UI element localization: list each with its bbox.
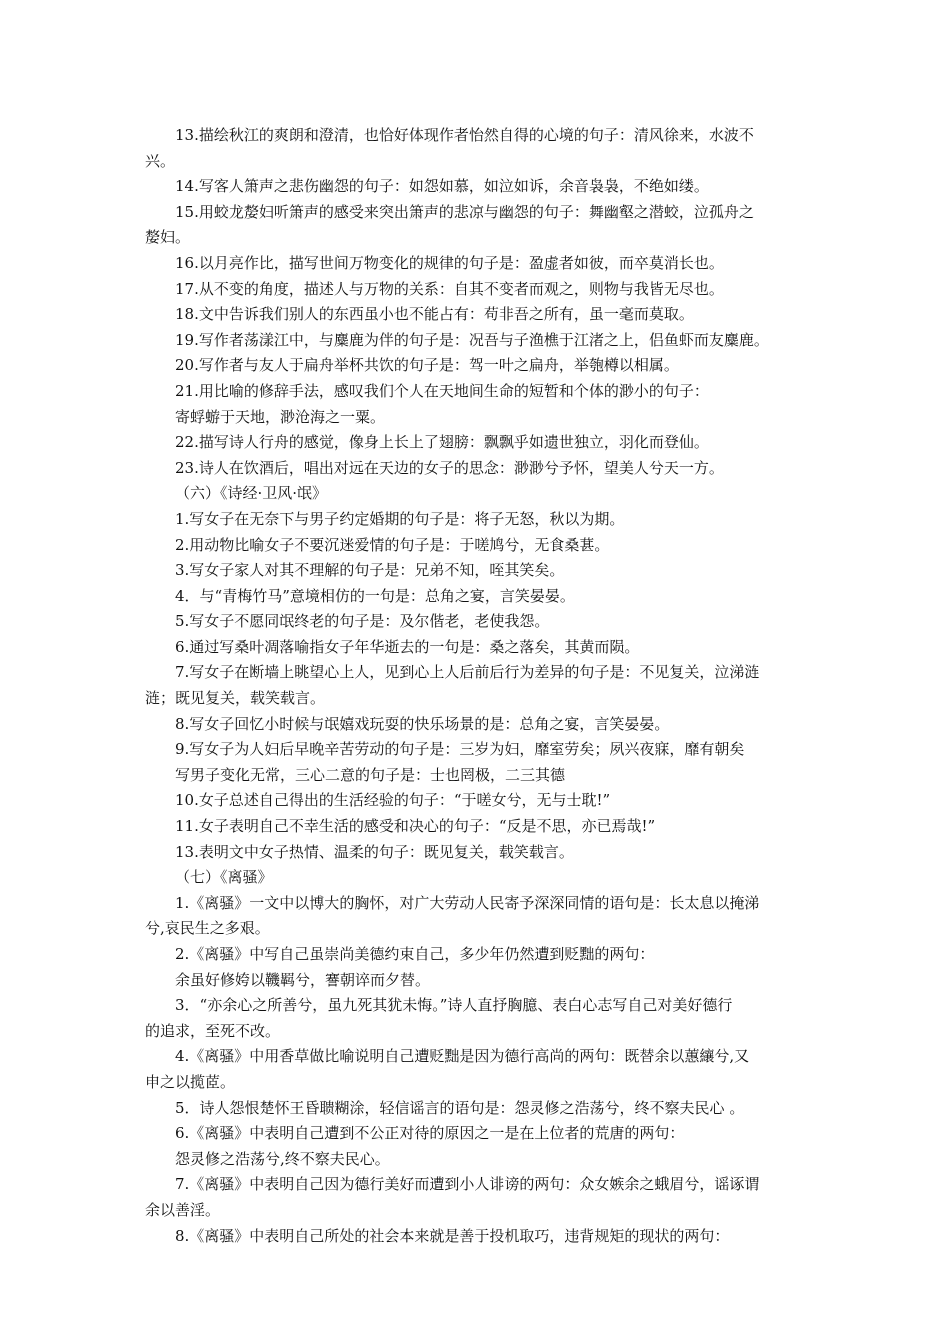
text-line: 写男子变化无常，三心二意的句子是：士也罔极，二三其德 bbox=[175, 765, 566, 784]
text-line: 7.写女子在断墙上眺望心上人，见到心上人后前后行为差异的句子是：不见复关，泣涕涟 bbox=[175, 663, 760, 682]
text-line: 6.通过写桑叶凋落喻指女子年华逝去的一句是：桑之落矣，其黄而陨。 bbox=[175, 637, 640, 656]
text-line: 13.表明文中女子热情、温柔的句子：既见复关，载笑载言。 bbox=[175, 842, 574, 861]
text-line: 2.《离骚》中写自己虽崇尚美德约束自己，多少年仍然遭到贬黜的两句： bbox=[175, 945, 655, 963]
text-line: 余虽好修姱以鞿羁兮，謇朝谇而夕替。 bbox=[175, 970, 431, 989]
document-body bbox=[145, 123, 810, 1249]
text-line: 8.《离骚》中表明自己所处的社会本来就是善于投机取巧，违背规矩的现状的两句： bbox=[175, 1226, 730, 1245]
text-line: 4．与“青梅竹马”意境相仿的一句是：总角之宴，言笑晏晏。 bbox=[175, 586, 575, 605]
text-line: 20.写作者与友人于扁舟举杯共饮的句子是：驾一叶之扁舟，举匏樽以相属。 bbox=[175, 356, 679, 375]
text-line: 申之以揽茝。 bbox=[145, 1072, 236, 1091]
text-line: 13.描绘秋江的爽朗和澄清，也恰好体现作者怡然自得的心境的句子：清风徐来，水波不 bbox=[175, 126, 754, 144]
text-line: 5.写女子不愿同氓终老的句子是：及尔偕老，老使我怨。 bbox=[175, 612, 550, 631]
text-line: 3．“亦余心之所善兮，虽九死其犹未悔。”诗人直抒胸臆、表白心志写自己对美好德行 bbox=[175, 996, 733, 1015]
text-line: 22.描写诗人行舟的感觉，像身上长上了翅膀：飘飘乎如遗世独立，羽化而登仙。 bbox=[175, 433, 709, 452]
text-line: 23.诗人在饮酒后，唱出对远在天边的女子的思念：渺渺兮予怀，望美人兮天一方。 bbox=[175, 458, 724, 477]
text-line: 余以善淫。 bbox=[145, 1200, 221, 1219]
text-line: 5．诗人怨恨楚怀王昏聩糊涂，轻信谣言的语句是：怨灵修之浩荡兮，终不察夫民心 。 bbox=[175, 1098, 745, 1117]
text-line: （七）《离骚》 bbox=[175, 868, 273, 887]
text-line: 14.写客人箫声之悲伤幽怨的句子：如怨如慕，如泣如诉，余音袅袅，不绝如缕。 bbox=[175, 177, 709, 196]
text-line: 15.用蛟龙嫠妇听箫声的感受来突出箫声的悲凉与幽怨的句子：舞幽壑之潜蛟，泣孤舟之 bbox=[175, 202, 754, 221]
text-line: 2.用动物比喻女子不要沉迷爱情的句子是：于嗟鸠兮，无食桑葚。 bbox=[175, 535, 610, 554]
text-line: 的追求，至死不改。 bbox=[145, 1021, 281, 1040]
text-line: 兮,哀民生之多艰。 bbox=[145, 919, 270, 938]
text-line: 3.写女子家人对其不理解的句子是：兄弟不知，咥其笑矣。 bbox=[175, 561, 565, 580]
text-line: 4.《离骚》中用香草做比喻说明自己遭贬黜是因为德行高尚的两句：既替余以蕙纕兮,又 bbox=[175, 1047, 750, 1066]
text-line: 19.写作者荡漾江中，与麋鹿为伴的句子是：况吾与子渔樵于江渚之上，侣鱼虾而友麋鹿。 bbox=[175, 330, 769, 349]
text-line: 7.《离骚》中表明自己因为德行美好而遭到小人诽谤的两句：众女嫉余之蛾眉兮，谣诼谓 bbox=[175, 1175, 760, 1194]
text-line: 17.从不变的角度，描述人与万物的关系：自其不变者而观之，则物与我皆无尽也。 bbox=[175, 279, 724, 298]
text-line: 1.写女子在无奈下与男子约定婚期的句子是：将子无怒，秋以为期。 bbox=[175, 509, 625, 528]
text-line: 兴。 bbox=[145, 151, 176, 170]
text-line: 6.《离骚》中表明自己遭到不公正对待的原因之一是在上位者的荒唐的两句： bbox=[175, 1124, 685, 1143]
text-line: 9.写女子为人妇后早晚辛苦劳动的句子是：三岁为妇，靡室劳矣；夙兴夜寐，靡有朝矣 bbox=[175, 740, 745, 759]
text-line: 11.女子表明自己不幸生活的感受和决心的句子：“反是不思，亦已焉哉!” bbox=[175, 817, 656, 836]
text-line: 8.写女子回忆小时候与氓嬉戏玩耍的快乐场景的是：总角之宴，言笑晏晏。 bbox=[175, 714, 670, 733]
text-line: 1.《离骚》一文中以博大的胸怀，对广大劳动人民寄予深深同情的语句是：长太息以掩涕 bbox=[175, 893, 760, 912]
text-line: （六）《诗经·卫风·氓》 bbox=[175, 484, 328, 503]
text-line: 18.文中告诉我们别人的东西虽小也不能占有：苟非吾之所有，虽一毫而莫取。 bbox=[175, 305, 694, 324]
text-line: 21.用比喻的修辞手法，感叹我们个人在天地间生命的短暂和个体的渺小的句子： bbox=[175, 381, 709, 400]
text-line: 怨灵修之浩荡兮,终不察夫民心。 bbox=[175, 1149, 390, 1168]
text-line: 涟；既见复关，载笑载言。 bbox=[145, 689, 326, 708]
text-line: 寄蜉蝣于天地，渺沧海之一粟。 bbox=[175, 407, 386, 426]
text-line: 10.女子总述自己得出的生活经验的句子：“于嗟女兮，无与士耽!” bbox=[175, 791, 611, 810]
text-line: 嫠妇。 bbox=[145, 228, 191, 247]
text-line: 16.以月亮作比，描写世间万物变化的规律的句子是：盈虚者如彼，而卒莫消长也。 bbox=[175, 253, 724, 272]
